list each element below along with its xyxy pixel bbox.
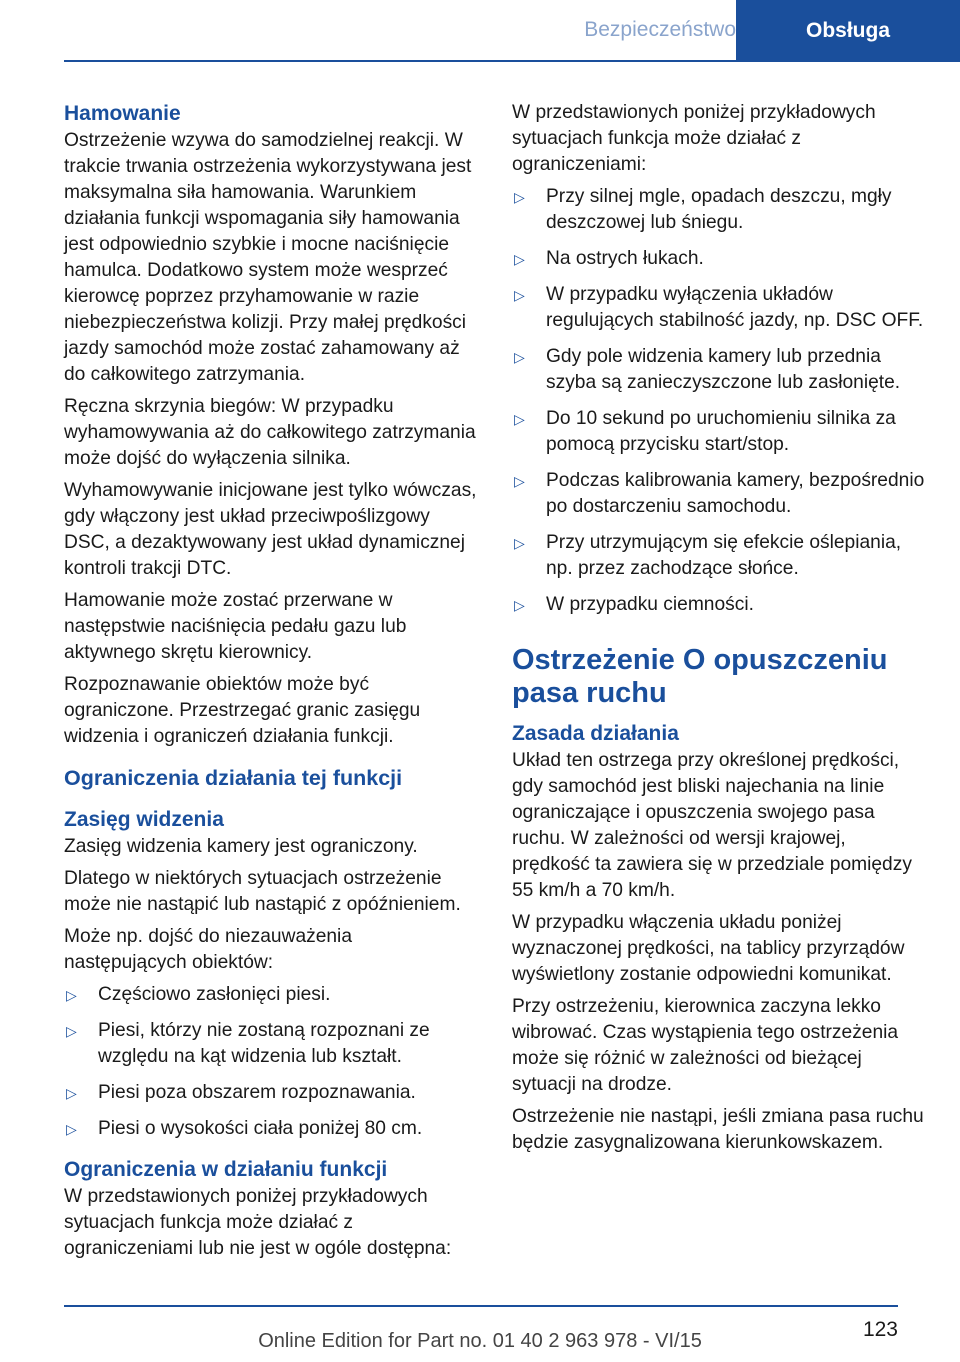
footer-rule (64, 1305, 898, 1307)
list-item: ▷ Przy silnej mgle, opadach deszczu, mgły deszczowej lub śniegu. (514, 186, 892, 233)
function-limits-heading: Ograniczenia w działaniu funkcji (64, 1158, 388, 1181)
triangle-bullet-icon: ▷ (514, 349, 525, 365)
principle-heading: Zasada działania (512, 722, 679, 745)
braking-paragraph-4: Hamowanie może zostać przerwane w następstwie naciśnięcia pedału gazu lub aktywnego skrętu kierownicy. (64, 590, 407, 663)
list-item: ▷ Piesi, którzy nie zostaną rozpoznani ze względu na kąt widzenia lub kształt. (66, 1020, 430, 1067)
triangle-bullet-icon: ▷ (514, 189, 525, 205)
list-item: ▷ Piesi poza obszarem rozpoznawania. (64, 1080, 478, 1106)
triangle-bullet-icon: ▷ (514, 287, 525, 303)
footer-edition-text: Online Edition for Part no. 01 40 2 963 978 - VI/15 (258, 1330, 702, 1352)
principle-paragraph-1: Układ ten ostrzega przy określonej prędkości, gdy samochód jest bliski najechania na linie ograniczające i opuszczenia swojego pasa ruchu. W zależności od wersji krajowej, prędkość ta zawiera się w przedziale pomiędzy 55 km/h a 70 km/h. (512, 750, 912, 901)
principle-paragraph-4: Ostrzeżenie nie nastąpi, jeśli zmiana pasa ruchu będzie zasygnalizowana kierunkowskazem. (512, 1106, 924, 1153)
braking-paragraph-3: Wyhamowywanie inicjowane jest tylko wówczas, gdy włączony jest układ przeciwpoślizgowy DSC, a dezaktywowany jest układ dynamicznej kontroli trakcji DTC. (64, 480, 477, 579)
principle-paragraph-3: Przy ostrzeżeniu, kierownica zaczyna lekko wibrować. Czas wystąpienia tego ostrzeżenia może się różnić w zależności od bieżącej sytuacji na drodze. (512, 996, 899, 1095)
triangle-bullet-icon: ▷ (514, 597, 525, 613)
function-limits-paragraph: W przedstawionych poniżej przykładowych sytuacjach funkcja może działać z ograniczeniami lub nie jest w ogóle dostępna: (64, 1186, 452, 1259)
header-tab-label: Obsługa (736, 0, 960, 62)
range-paragraph-3: Może np. dojść do niezauważenia następujących obiektów: (64, 926, 352, 973)
braking-paragraph-2: Ręczna skrzynia biegów: W przypadku wyhamowywania aż do całkowitego zatrzymania może dojść do wyłączenia silnika. (64, 396, 476, 469)
list-item: ▷ Na ostrych łukach. (512, 246, 926, 272)
list-item: ▷ Częściowo zasłonięci piesi. (64, 982, 478, 1008)
list-item: ▷ Podczas kalibrowania kamery, bezpośrednio po dostarczeniu samochodu. (514, 470, 925, 517)
triangle-bullet-icon: ▷ (66, 1023, 77, 1039)
page-number: 123 (862, 1318, 898, 1341)
header-section-label: Bezpieczeństwo (584, 18, 736, 41)
range-heading: Zasięg widzenia (64, 808, 224, 831)
list-item: ▷ W przypadku ciemności. (512, 592, 926, 618)
triangle-bullet-icon: ▷ (66, 987, 77, 1003)
situations-list (512, 184, 926, 618)
braking-heading: Hamowanie (64, 102, 181, 125)
range-paragraph-1: Zasięg widzenia kamery jest ograniczony. (64, 836, 418, 857)
range-list (64, 982, 478, 1142)
triangle-bullet-icon: ▷ (514, 473, 525, 489)
braking-paragraph-1: Ostrzeżenie wzywa do samodzielnej reakcji. W trakcie trwania ostrzeżenia wykorzystywana jest maksymalna siła hamowania. Warunkiem działania funkcji wspomagania siły hamowania jest odpowiednio szybkie i mocne naciśnięcie hamulca. Dodatkowo system może wesprzeć kierowcę poprzez przyhamowanie w razie niebezpieczeństwa kolizji. Przy małej prędkości jazdy samochód może zostać zahamowany aż do całkowitego zatrzymania. (64, 130, 472, 385)
principle-paragraph-2: W przypadku włączenia układu poniżej wyznaczonej prędkości, na tablicy przyrządów wyświetlony zostanie odpowiedni komunikat. (512, 912, 905, 985)
triangle-bullet-icon: ▷ (514, 535, 525, 551)
triangle-bullet-icon: ▷ (66, 1085, 77, 1101)
right-column (512, 100, 926, 1162)
list-item: ▷ Do 10 sekund po uruchomieniu silnika za pomocą przycisku start/stop. (514, 408, 896, 455)
braking-paragraph-5: Rozpoznawanie obiektów może być ograniczone. Przestrzegać granic zasięgu widzenia i ograniczeń działania funkcji. (64, 674, 421, 747)
page-header (0, 0, 960, 62)
range-paragraph-2: Dlatego w niektórych sytuacjach ostrzeżenie może nie nastąpić lub nastąpić z opóźnieniem. (64, 868, 461, 915)
list-item: ▷ Piesi o wysokości ciała poniżej 80 cm. (64, 1116, 478, 1142)
triangle-bullet-icon: ▷ (514, 411, 525, 427)
list-item: ▷ W przypadku wyłączenia układów regulujących stabilność jazdy, np. DSC OFF. (514, 284, 924, 331)
lane-warning-heading: Ostrzeżenie O opuszczeniu pasa ruchu (512, 644, 888, 709)
triangle-bullet-icon: ▷ (514, 251, 525, 267)
list-item: ▷ Przy utrzymującym się efekcie oślepiania, np. przez zachodzące słońce. (514, 532, 902, 579)
limits-heading: Ograniczenia działania tej funkcji (64, 766, 403, 790)
left-column (64, 100, 478, 1268)
list-item: ▷ Gdy pole widzenia kamery lub przednia szyba są zanieczyszczone lub zasłonięte. (514, 346, 901, 393)
situations-intro: W przedstawionych poniżej przykładowych sytuacjach funkcja może działać z ograniczeniami: (512, 102, 876, 175)
triangle-bullet-icon: ▷ (66, 1121, 77, 1137)
